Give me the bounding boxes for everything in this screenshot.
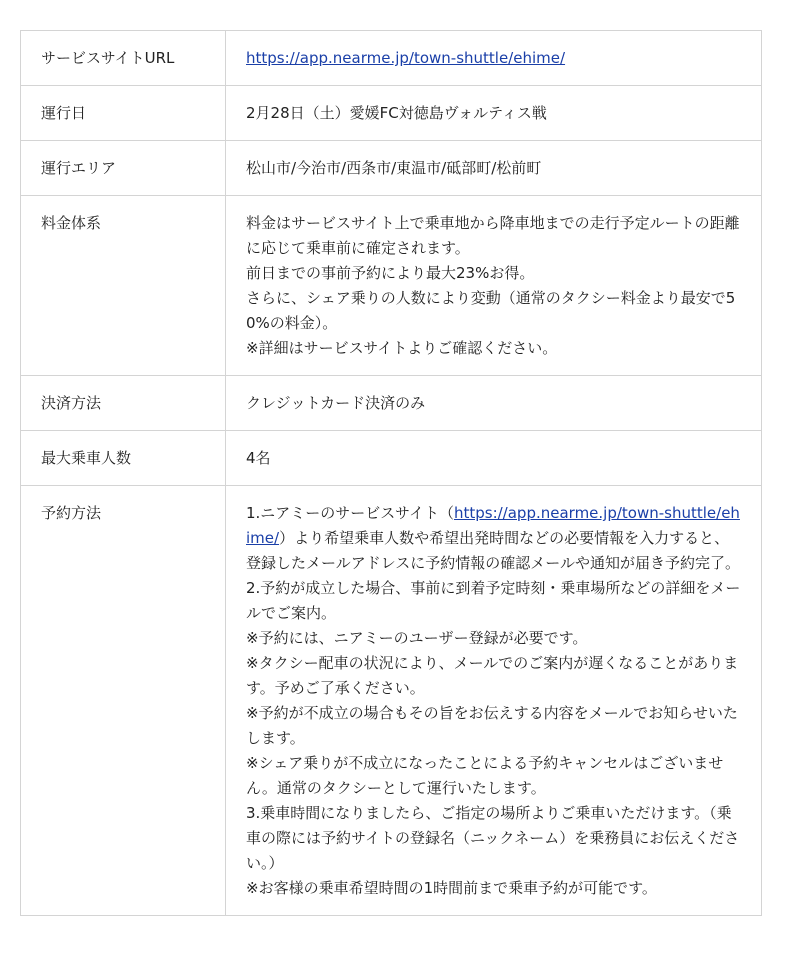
row-value: クレジットカード決済のみ — [226, 376, 762, 431]
row-label: 決済方法 — [21, 376, 226, 431]
fare-line: 前日までの事前予約により最大23%お得。 — [246, 264, 535, 282]
step-1-prefix: 1.ニアミーのサービスサイト（ — [246, 504, 454, 522]
row-value: 2月28日（土）愛媛FC対徳島ヴォルティス戦 — [226, 86, 762, 141]
row-label: 料金体系 — [21, 196, 226, 376]
service-site-link[interactable]: https://app.nearme.jp/town-shuttle/ehime/ — [246, 49, 566, 67]
row-label: 運行日 — [21, 86, 226, 141]
row-label: 予約方法 — [21, 486, 226, 916]
row-value: 4名 — [226, 431, 762, 486]
row-label: 最大乗車人数 — [21, 431, 226, 486]
service-site-inline-link[interactable]: https://app.nearme.jp/town-shuttle/ehime/ — [246, 504, 740, 547]
table-row-service-url — [21, 31, 762, 86]
reservation-line: ※予約には、ニアミーのユーザー登録が必要です。 — [246, 629, 588, 647]
reservation-step-1 — [246, 501, 741, 576]
fare-line: ※詳細はサービスサイトよりご確認ください。 — [246, 339, 558, 357]
step-1-suffix: ）より希望乗車人数や希望出発時間などの必要情報を入力すると、登録したメールアドレスに予約情報の確認メールや通知が届き予約完了。 — [246, 529, 740, 572]
fare-line: 料金はサービスサイト上で乗車地から降車地までの走行予定ルートの距離に応じて乗車前に確定されます。 — [246, 214, 740, 257]
row-label: 運行エリア — [21, 141, 226, 196]
table-row-payment-method — [21, 376, 762, 431]
table-row-max-passengers — [21, 431, 762, 486]
table-row-operation-date — [21, 86, 762, 141]
reservation-line: ※お客様の乗車希望時間の1時間前まで乗車予約が可能です。 — [246, 879, 657, 897]
row-label: サービスサイトURL — [21, 31, 226, 86]
row-value — [226, 196, 762, 376]
table-row-fare-system — [21, 196, 762, 376]
row-value — [226, 486, 762, 916]
row-value — [226, 31, 762, 86]
table-row-operation-area — [21, 141, 762, 196]
reservation-line: ※予約が不成立の場合もその旨をお伝えする内容をメールでお知らせいたします。 — [246, 704, 738, 747]
reservation-line: 2.予約が成立した場合、事前に到着予定時刻・乗車場所などの詳細をメールでご案内。 — [246, 579, 741, 622]
service-info-table — [20, 30, 762, 916]
reservation-line: 3.乗車時間になりましたら、ご指定の場所よりご乗車いただけます。（乗車の際には予約サイトの登録名（ニックネーム）を乗務員にお伝えください。） — [246, 804, 740, 872]
reservation-line: ※タクシー配車の状況により、メールでのご案内が遅くなることがあります。予めご了承ください。 — [246, 654, 739, 697]
table-row-reservation-method — [21, 486, 762, 916]
fare-line: さらに、シェア乗りの人数により変動（通常のタクシー料金より最安で50%の料金）。 — [246, 289, 736, 332]
row-value: 松山市/今治市/西条市/東温市/砥部町/松前町 — [226, 141, 762, 196]
reservation-line: ※シェア乗りが不成立になったことによる予約キャンセルはございません。通常のタクシーとして運行いたします。 — [246, 754, 724, 797]
